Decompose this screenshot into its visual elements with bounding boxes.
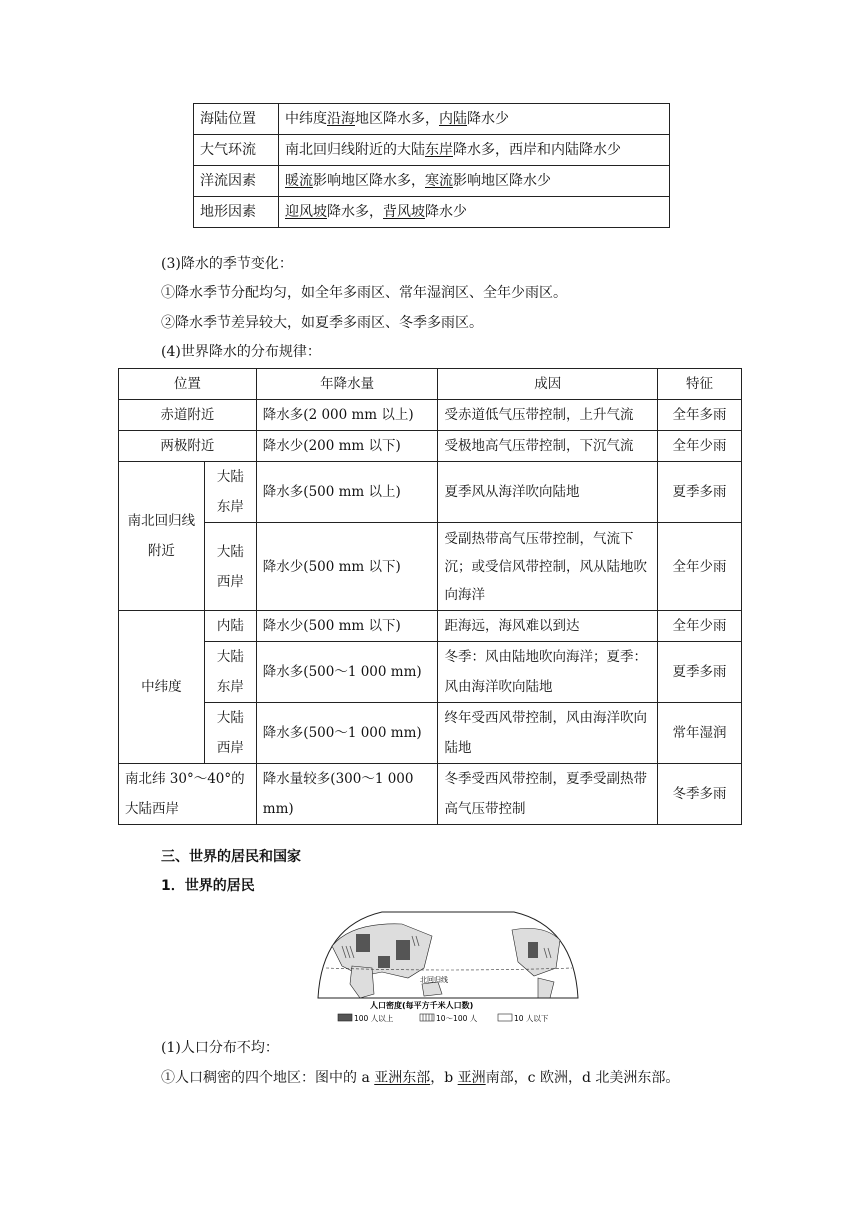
underlined-answer: 亚洲东部 — [374, 1070, 431, 1086]
population-density-map — [312, 906, 584, 1026]
row-amount: 降水量较多(300～1 000 mm) — [256, 764, 438, 825]
legend-swatch-low — [498, 1014, 512, 1021]
factor-row — [194, 135, 670, 166]
row-subposition: 大陆东岸 — [204, 642, 256, 703]
section-heading-3: 三、世界的居民和国家 — [161, 849, 301, 865]
s3-item-1: ①降水季节分配均匀，如全年多雨区、常年湿润区、全年少雨区。 — [161, 285, 567, 301]
underlined-answer: 亚洲 — [457, 1070, 486, 1086]
text-segment: 中纬度 — [285, 111, 327, 127]
row-cause: 夏季风从海洋吹向陆地 — [438, 462, 658, 523]
row-position: 两极附近 — [119, 431, 257, 462]
legend-title: 人口密度(每平方千米人口数) — [370, 1001, 474, 1010]
row-cause: 受副热带高气压带控制，气流下沉；或受信风带控制，风从陆地吹向海洋 — [438, 523, 658, 611]
header-position: 位置 — [119, 369, 257, 400]
factor-description — [279, 197, 670, 228]
australia-landmass — [422, 982, 442, 996]
factor-name: 地形因素 — [194, 197, 279, 228]
row-amount: 降水多(500～1 000 mm) — [256, 642, 438, 703]
row-feature: 全年少雨 — [658, 431, 742, 462]
row-feature: 全年多雨 — [658, 400, 742, 431]
text-segment: 降水多，西岸和内陆降水少 — [453, 142, 621, 158]
row-position: 南北纬 30°～40°的大陆西岸 — [119, 764, 257, 825]
dense-area-europe — [356, 934, 370, 952]
row-amount: 降水多(500～1 000 mm) — [256, 703, 438, 764]
underlined-answer: 沿海 — [327, 111, 355, 127]
s4-title: (4)世界降水的分布规律： — [161, 344, 321, 360]
row-amount: 降水少(200 mm 以下) — [256, 431, 438, 462]
legend-swatch-high — [338, 1014, 352, 1021]
row-cause: 距海远，海风难以到达 — [438, 611, 658, 642]
row-cause: 受赤道低气压带控制，上升气流 — [438, 400, 658, 431]
tropic-label: 北回归线 — [420, 976, 448, 984]
row-amount: 降水少(500 mm 以下) — [256, 523, 438, 611]
legend-low: 10 人以下 — [514, 1014, 549, 1023]
row-position: 赤道附近 — [119, 400, 257, 431]
row-subposition: 内陆 — [204, 611, 256, 642]
row-feature: 夏季多雨 — [658, 642, 742, 703]
text-segment: 降水少 — [425, 204, 467, 220]
factor-name: 大气环流 — [194, 135, 279, 166]
underlined-answer: 背风坡 — [383, 204, 425, 220]
row-cause: 受极地高气压带控制，下沉气流 — [438, 431, 658, 462]
row-amount: 降水多(2 000 mm 以上) — [256, 400, 438, 431]
text-segment: ，b — [430, 1070, 458, 1086]
dense-area-south-asia — [378, 956, 390, 968]
text-segment: 地区降水多， — [355, 111, 439, 127]
text-segment: 南部，c 欧洲，d 北美洲东部。 — [485, 1070, 680, 1086]
row-feature: 全年少雨 — [658, 523, 742, 611]
precipitation-factors-table — [193, 103, 670, 228]
row-subposition: 大陆西岸 — [204, 523, 256, 611]
header-annual-precip: 年降水量 — [256, 369, 438, 400]
text-segment: ①人口稠密的四个地区：图中的 a — [161, 1070, 375, 1086]
underlined-answer: 迎风坡 — [285, 204, 327, 220]
section-heading-3-1: 1．世界的居民 — [161, 878, 255, 894]
factor-row — [194, 197, 670, 228]
underlined-answer: 东岸 — [425, 142, 453, 158]
text-segment: 影响地区降水少 — [453, 173, 551, 189]
row-cause: 冬季：风由陆地吹向海洋；夏季：风由海洋吹向陆地 — [438, 642, 658, 703]
factor-name: 洋流因素 — [194, 166, 279, 197]
p1-title: (1)人口分布不均： — [161, 1040, 279, 1056]
underlined-answer: 寒流 — [425, 173, 453, 189]
row-subposition: 大陆西岸 — [204, 703, 256, 764]
factor-description — [279, 104, 670, 135]
row-feature: 全年少雨 — [658, 611, 742, 642]
precipitation-distribution-table — [118, 368, 742, 825]
factor-row — [194, 104, 670, 135]
group-tropic: 南北回归线附近 — [119, 462, 205, 611]
row-cause: 终年受西风带控制，风由海洋吹向陆地 — [438, 703, 658, 764]
s3-item-2: ②降水季节差异较大，如夏季多雨区、冬季多雨区。 — [161, 315, 483, 331]
dense-area-east-asia — [396, 940, 410, 960]
text-segment: 降水多， — [327, 204, 383, 220]
row-amount: 降水多(500 mm 以上) — [256, 462, 438, 523]
factor-description — [279, 135, 670, 166]
row-cause: 冬季受西风带控制，夏季受副热带高气压带控制 — [438, 764, 658, 825]
row-subposition: 大陆东岸 — [204, 462, 256, 523]
header-feature: 特征 — [658, 369, 742, 400]
row-feature: 夏季多雨 — [658, 462, 742, 523]
row-amount: 降水少(500 mm 以下) — [256, 611, 438, 642]
header-cause: 成因 — [438, 369, 658, 400]
underlined-answer: 暖流 — [285, 173, 313, 189]
text-segment: 南北回归线附近的大陆 — [285, 142, 425, 158]
legend-high: 100 人以上 — [354, 1014, 394, 1023]
legend-medium: 10～100 人 — [436, 1014, 478, 1023]
group-mid-latitude: 中纬度 — [119, 611, 205, 764]
row-feature: 冬季多雨 — [658, 764, 742, 825]
row-feature: 常年湿润 — [658, 703, 742, 764]
factor-description — [279, 166, 670, 197]
factor-row — [194, 166, 670, 197]
underlined-answer: 内陆 — [439, 111, 467, 127]
s3-title: (3)降水的季节变化： — [161, 256, 293, 272]
text-segment: 降水少 — [467, 111, 509, 127]
text-segment: 影响地区降水多， — [313, 173, 425, 189]
factor-name: 海陆位置 — [194, 104, 279, 135]
p1-item — [161, 1068, 679, 1088]
dense-area-na-east — [528, 942, 538, 958]
